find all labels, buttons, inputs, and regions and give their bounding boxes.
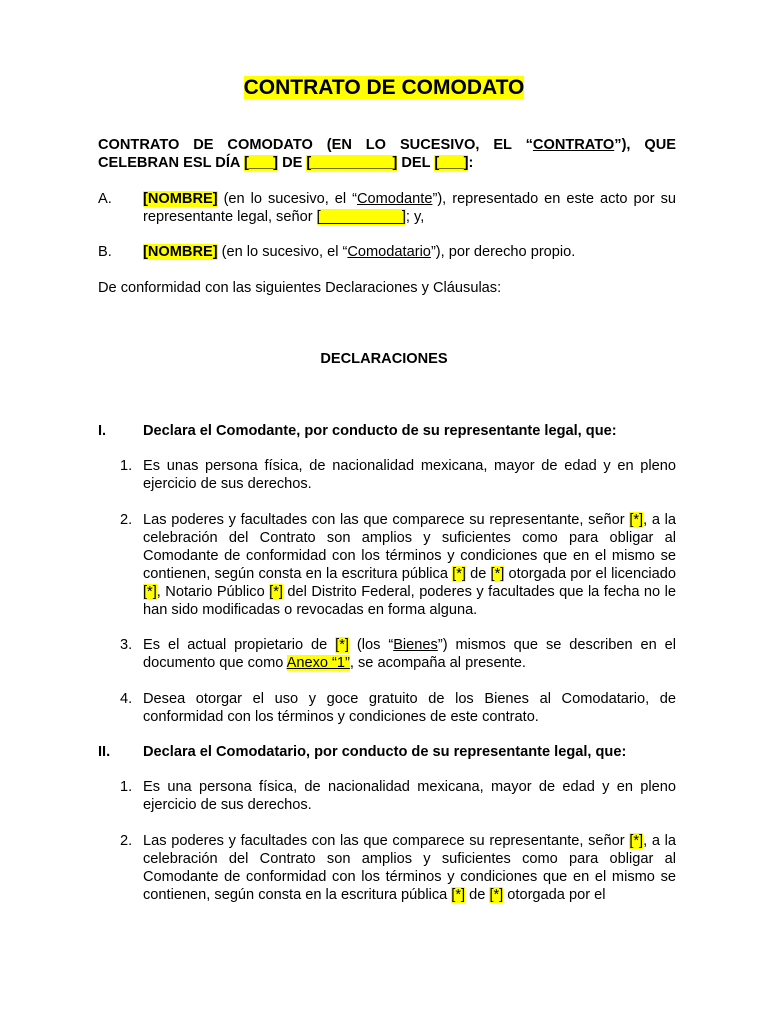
placeholder: [*] — [452, 566, 466, 582]
intro-paragraph: CONTRATO DE COMODATO (EN LO SUCESIVO, EL “CONTRATO”), QUE CELEBRAN ESL DÍA [___] DE [__________] DEL [___]: — [98, 137, 677, 171]
section-1-item-3: 3. Es el actual propietario de [*] (los “Bienes”) mismos que se describen en el documento que como Anexo “1”, se acompaña al presente. — [120, 637, 677, 671]
section-2-item-2: 2. Las poderes y facultades con las que comparece su representante, señor [*], a la celebración del Contrato son amplios y suficientes como para obligar al Comodante de conformidad con los términos y condiciones que en el mismo se contienen, según consta en la escritura pública [*] de [*] otorgada por el — [120, 833, 676, 903]
section-1-item-1: 1. Es unas persona física, de nacionalidad mexicana, mayor de edad y en pleno ejercicio de sus derechos. — [120, 458, 676, 492]
document-title: CONTRATO DE COMODATO — [243, 76, 525, 99]
party-b-label: B. — [98, 244, 112, 260]
party-b-text: [NOMBRE] (en lo sucesivo, el “Comodatario”), por derecho propio. — [143, 244, 576, 260]
party-a — [98, 190, 676, 226]
comodante-term: Comodante — [357, 191, 433, 207]
placeholder: [*] — [335, 637, 349, 653]
section-2-item-1: 1. Es una persona física, de nacionalidad mexicana, mayor de edad y en pleno ejercicio de sus derechos. — [120, 779, 676, 813]
blank-anio: [___] — [434, 155, 469, 171]
placeholder: [*] — [451, 887, 466, 903]
anexo-reference: Anexo “1” — [286, 655, 350, 671]
declaraciones-heading: DECLARACIONES — [320, 351, 448, 367]
section-2-heading: II. Declara el Comodatario, por conducto de su representante legal, que: — [98, 744, 627, 760]
blank-dia: [___] — [243, 155, 279, 171]
blank-mes: [__________] — [306, 155, 398, 171]
contrato-term: CONTRATO — [532, 137, 615, 153]
party-a-name: [NOMBRE] — [143, 191, 218, 207]
bienes-term: Bienes — [393, 637, 438, 653]
conformidad-paragraph: De conformidad con las siguientes Declaraciones y Cláusulas: — [98, 280, 502, 296]
blank-representante: [__________] — [316, 209, 406, 225]
party-a-text: [NOMBRE] (en lo sucesivo, el “Comodante”), representado en este acto por su representante legal, señor [__________]; y, — [143, 191, 677, 225]
party-b-name: [NOMBRE] — [143, 244, 218, 260]
comodatario-term: Comodatario — [347, 244, 431, 260]
section-1-heading: I. Declara el Comodante, por conducto de su representante legal, que: — [98, 423, 617, 439]
placeholder: [*] — [489, 887, 504, 903]
placeholder: [*] — [143, 584, 157, 600]
placeholder: [*] — [629, 833, 644, 849]
party-a-label: A. — [98, 191, 112, 207]
section-1-item-4: 4. Desea otorgar el uso y goce gratuito de los Bienes al Comodatario, de conformidad con los términos y condiciones de este contrato. — [120, 691, 676, 725]
party-b — [98, 243, 676, 261]
placeholder: [*] — [629, 512, 644, 528]
placeholder: [*] — [269, 584, 283, 600]
section-1-item-2: 2. Las poderes y facultades con las que comparece su representante, señor [*], a la celebración del Contrato son amplios y suficientes como para obligar al Comodante de conformidad con los términos y condiciones que en el mismo se contienen, según consta en la escritura pública [*] de [*] otorgada por el licenciado [*], Notario Público [*] del Distrito Federal, poderes y facultades que la fecha no le han sido modificadas o revocadas en forma alguna. — [120, 512, 676, 618]
placeholder: [*] — [490, 566, 505, 582]
